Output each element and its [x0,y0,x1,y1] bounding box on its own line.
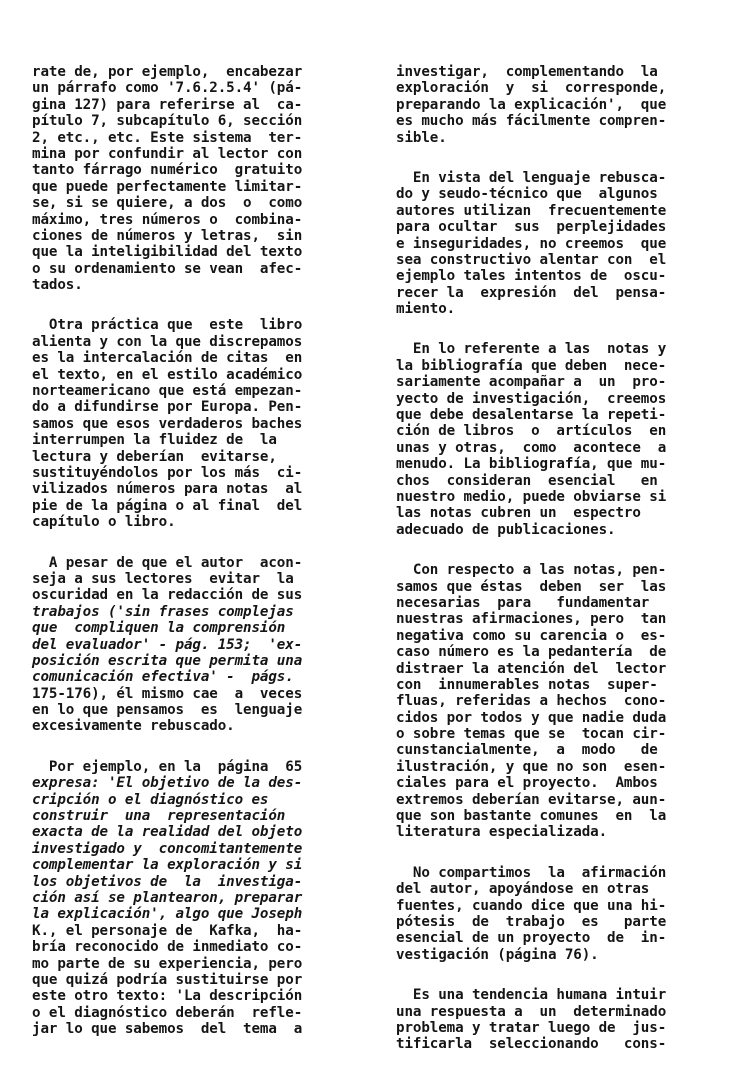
text-line: ciones de números y letras, sin [32,227,303,244]
text-line: complementar la exploración y si [32,857,303,874]
text-line: es mucho más fácilmente compren- [396,113,667,130]
text-line: o sobre temas que se tocan cir- [396,726,667,743]
paragraph [32,64,358,293]
text-line: e inseguridades, no creemos que [396,235,667,252]
text-line: o el diagnóstico deberán refle- [32,1004,303,1021]
text-line: ciales para el proyecto. Ambos [396,775,658,792]
text-line: vilizados números para notas al [32,481,303,498]
text-line: ción así se plantearon, preparar [32,889,303,906]
text-line: este otro texto: 'La descripción [32,988,303,1005]
text-line: Otra práctica que este libro [32,317,303,334]
text-line: para ocultar sus perplejidades [396,219,667,236]
text-line: negativa como su carencia o es- [396,627,667,644]
text-line: que son bastante comunes en la [396,808,667,825]
text-line: ilustración, y que no son esen- [396,758,667,775]
paragraph [396,170,724,318]
text-line: En lo referente a las notas y [396,341,667,358]
text-line: Es una tendencia humana intuir [396,987,667,1004]
text-line: extremos deberían evitarse, aun- [396,791,667,808]
text-line: oscuridad en la redacción de sus [32,587,303,604]
text-line: Por ejemplo, en la página 65 [32,758,303,775]
text-line: fluas, referidas a hechos cono- [396,693,667,710]
text-line: nuestro medio, puede obviarse si [396,488,667,505]
text-line: samos que esos verdaderos baches [32,415,303,432]
text-line: que debe desalentarse la repeti- [396,407,667,424]
text-line: distraer la atención del lector [396,660,667,677]
text-line: que compliquen la comprensión [32,620,286,637]
text-line: cunstancialmente, a modo de [396,742,658,759]
left-column [32,64,358,1061]
text-line: seja a sus lectores evitar la [32,570,294,587]
text-line: No compartimos la afirmación [396,864,667,881]
text-line: yecto de investigación, creemos [396,390,667,407]
text-line: tados. [32,277,83,294]
text-line: construir una representación [32,808,286,825]
text-line: do a difundirse por Europa. Pen- [32,399,303,416]
text-line: la explicación', algo que Joseph [32,906,303,923]
text-line: cidos por todos y que nadie duda [396,709,667,726]
text-line: que quizá podría sustituirse por [32,971,303,988]
text-line: es la intercalación de citas en [32,350,303,367]
text-line: rate de, por ejemplo, encabezar [32,64,303,80]
text-line: o su ordenamiento se vean afec- [32,260,303,277]
text-line: jar lo que sabemos del tema a [32,1021,303,1038]
text-line: trabajos ('sin frases complejas [32,603,294,620]
text-line: alienta y con la que discrepamos [32,333,303,350]
text-line: gina 127) para referirse al ca- [32,96,303,113]
paragraph [396,865,724,963]
text-line: los objetivos de la investiga- [32,873,303,890]
text-line: el texto, en el estilo académico [32,366,303,383]
paragraph [396,562,724,841]
text-line: que la inteligibilidad del texto [32,244,303,261]
text-line: caso número es la pedantería de [396,644,667,661]
paragraph [32,317,358,530]
paragraph [396,64,724,146]
text-line: del evaluador' - pág. 153; 'ex- [32,636,303,653]
text-line: investigado y concomitantemente [32,840,303,857]
text-line: la bibliografía que deben nece- [396,357,667,374]
text-line: recer la expresión del pensa- [396,284,667,301]
text-line: tificarla seleccionando cons- [396,1036,667,1053]
text-line: sustituyéndolos por los más ci- [32,464,303,481]
text-line: pie de la página o al final del [32,497,303,514]
text-line: necesarias para fundamentar [396,594,650,611]
right-column [396,64,724,1077]
text-line: samos que éstas deben ser las [396,578,667,595]
text-line: preparando la explicación', que [396,96,667,113]
text-line: sea constructivo alentar con el [396,251,667,268]
text-line: sible. [396,129,447,146]
text-line: vestigación (página 76). [396,946,599,963]
text-line: K., el personaje de Kafka, ha- [32,922,303,939]
paragraph [32,555,358,735]
paragraph [396,341,724,538]
text-line: un párrafo como '7.6.2.5.4' (pá- [32,80,303,97]
text-line: unas y otras, como acontece a [396,439,667,456]
paragraph [396,987,724,1053]
text-line: ción de libros o artículos en [396,423,667,440]
text-line: tanto fárrago numérico gratuito [32,162,303,179]
text-line: do y seudo-técnico que algunos [396,186,658,203]
text-line: interrumpen la fluidez de la [32,432,277,449]
text-line: mo parte de su experiencia, pero [32,955,303,972]
text-line: que puede perfectamente limitar- [32,178,303,195]
text-line: comunicación efectiva' - págs. [32,669,294,686]
text-line: una respuesta a un determinado [396,1003,667,1020]
text-line: problema y tratar luego de jus- [396,1019,667,1036]
text-line: cripción o el diagnóstico es [32,791,269,808]
text-line: nuestras afirmaciones, pero tan [396,611,667,628]
text-line: menudo. La bibliografía, que mu- [396,456,667,473]
text-line: miento. [396,301,456,318]
text-line: adecuado de publicaciones. [396,521,616,538]
text-line: posición escrita que permita una [32,652,303,669]
text-line: investigar, complementando la [396,64,658,80]
text-line: sariamente acompañar a un pro- [396,374,667,391]
text-line: lectura y deberían evitarse, [32,448,277,465]
text-line: esencial de un proyecto de in- [396,930,667,947]
text-line: fuentes, cuando dice que una hi- [396,897,667,914]
text-line: pítulo 7, subcapítulo 6, sección [32,113,303,130]
text-line: Con respecto a las notas, pen- [396,562,667,579]
text-line: autores utilizan frecuentemente [396,202,667,219]
text-line: ejemplo tales intentos de oscu- [396,268,667,285]
text-line: 2, etc., etc. Este sistema ter- [32,129,303,146]
text-line: con innumerables notas super- [396,676,658,693]
text-line: del autor, apoyándose en otras [396,881,650,898]
text-line: en lo que pensamos es lenguaje [32,702,303,719]
text-line: 175-176), él mismo cae a veces [32,685,303,702]
text-line: exacta de la realidad del objeto [32,824,303,841]
text-line: A pesar de que el autor acon- [32,554,303,571]
text-line: se, si se quiere, a dos o como [32,195,303,212]
text-line: pótesis de trabajo es parte [396,913,667,930]
text-line: bría reconocido de inmediato co- [32,939,303,956]
text-line: excesivamente rebuscado. [32,718,235,735]
text-line: máximo, tres números o combina- [32,211,303,228]
text-line: norteamericano que está empezan- [32,383,303,400]
text-line: literatura especializada. [396,824,608,841]
text-line: chos consideran esencial en [396,472,658,489]
text-line: En vista del lenguaje rebusca- [396,169,667,186]
text-line: mina por confundir al lector con [32,145,303,162]
text-line: las notas cubren un espectro [396,505,641,522]
paragraph [32,759,358,1038]
text-line: capítulo o libro. [32,514,176,531]
text-line: expresa: 'El objetivo de la des- [32,775,303,792]
text-line: exploración y si corresponde, [396,80,667,97]
